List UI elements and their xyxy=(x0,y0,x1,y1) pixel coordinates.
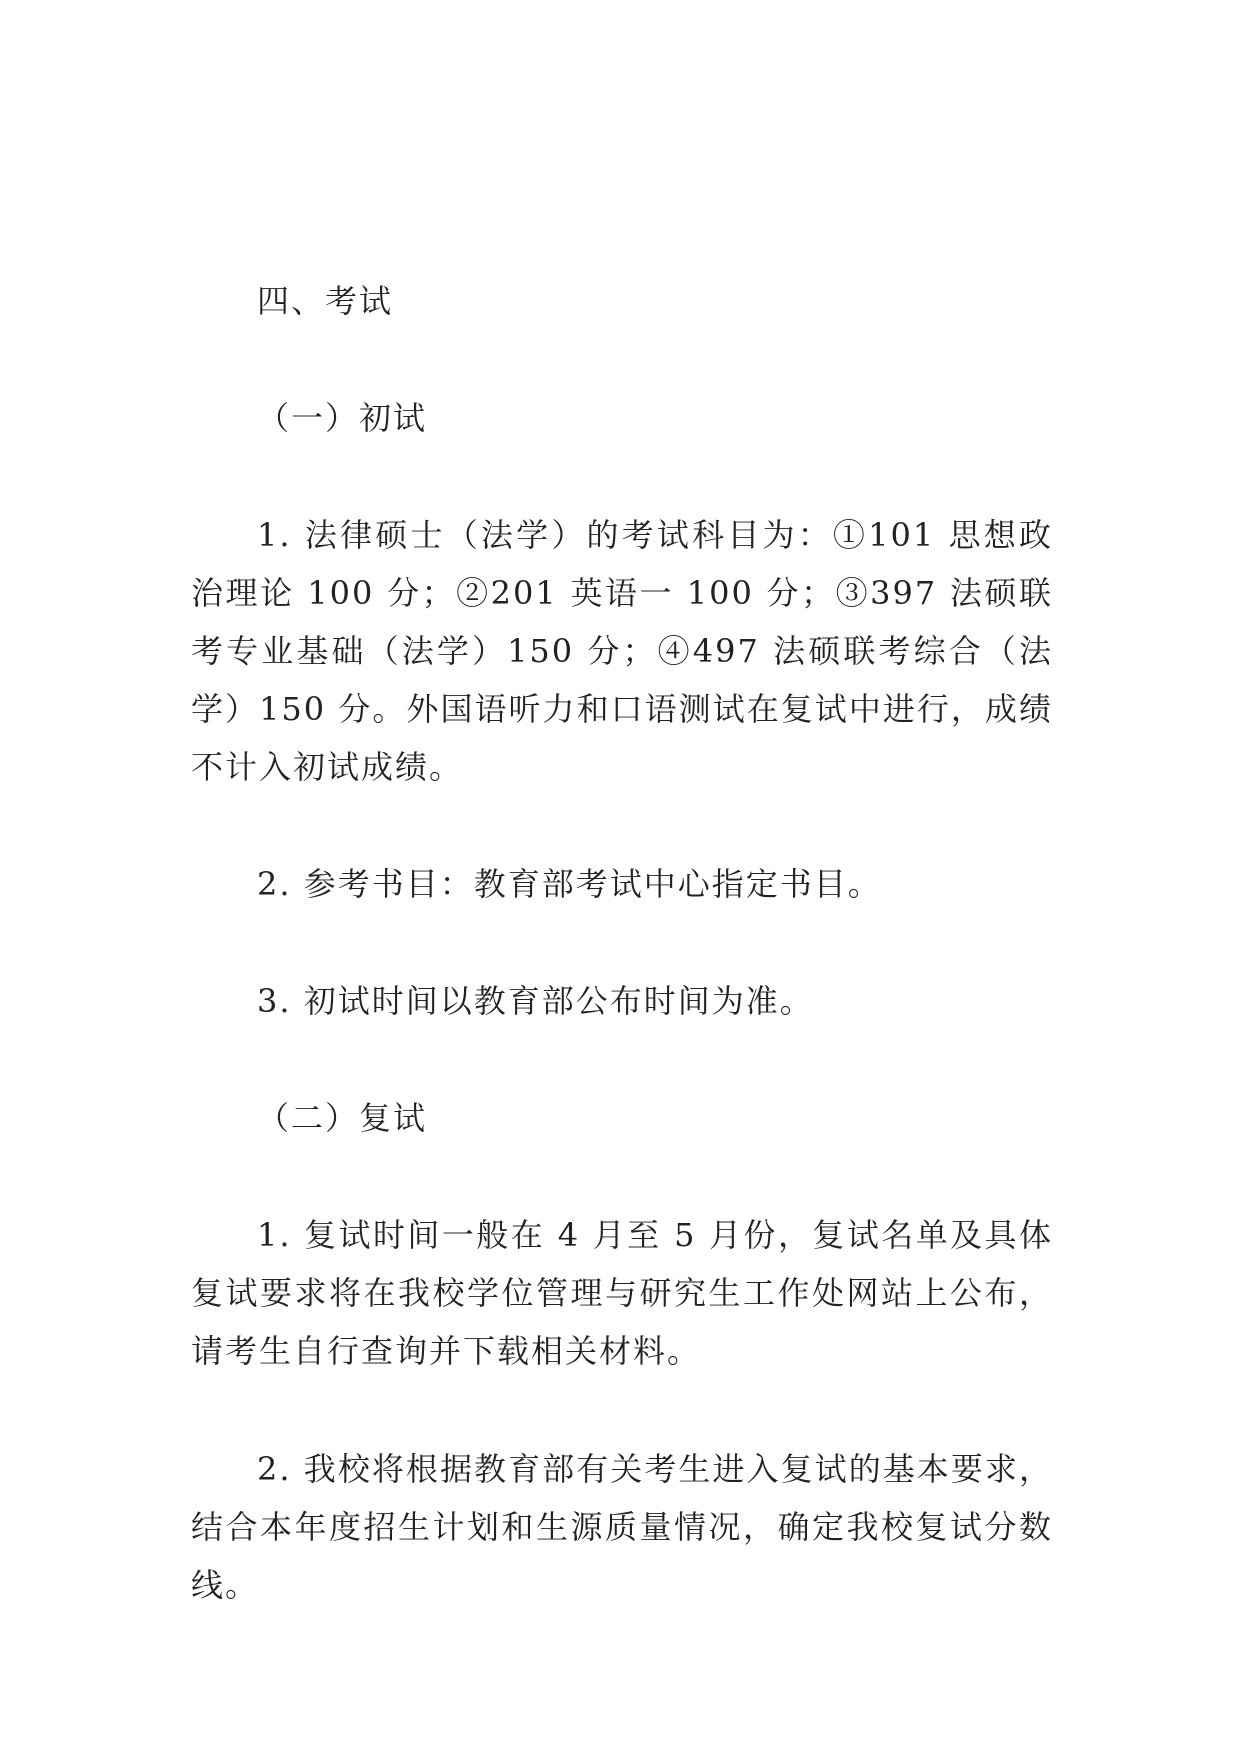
document-body xyxy=(191,272,1053,1614)
spacer xyxy=(191,913,1053,972)
spacer xyxy=(191,1147,1053,1206)
initial-exam-heading: （一）初试 xyxy=(257,399,428,437)
spacer xyxy=(191,447,1053,506)
spacer xyxy=(191,1030,1053,1089)
initial-exam-item-3: 3. 初试时间以教育部公布时间为准。 xyxy=(257,982,814,1020)
initial-exam-item-1: 1. 法律硕士（法学）的考试科目为：①101 思想政治理论 100 分；②201 英语一 100 分；③397 法硕联考专业基础（法学）150 分；④497 法硕联考综合（法学）150 分。外国语听力和口语测试在复试中进行，成绩不计入初试成绩。 xyxy=(191,516,1053,786)
spacer xyxy=(191,1380,1053,1440)
spacer xyxy=(191,330,1053,389)
re-exam-item-1: 1. 复试时间一般在 4 月至 5 月份，复试名单及具体复试要求将在我校学位管理与研究生工作处网站上公布，请考生自行查询并下载相关材料。 xyxy=(191,1216,1053,1370)
re-exam-heading: （二）复试 xyxy=(257,1099,428,1137)
spacer xyxy=(191,796,1053,855)
re-exam-item-2: 2. 我校将根据教育部有关考生进入复试的基本要求，结合本年度招生计划和生源质量情况，确定我校复试分数线。 xyxy=(191,1450,1053,1604)
initial-exam-item-2: 2. 参考书目：教育部考试中心指定书目。 xyxy=(257,865,882,903)
section-title: 四、考试 xyxy=(257,282,394,320)
